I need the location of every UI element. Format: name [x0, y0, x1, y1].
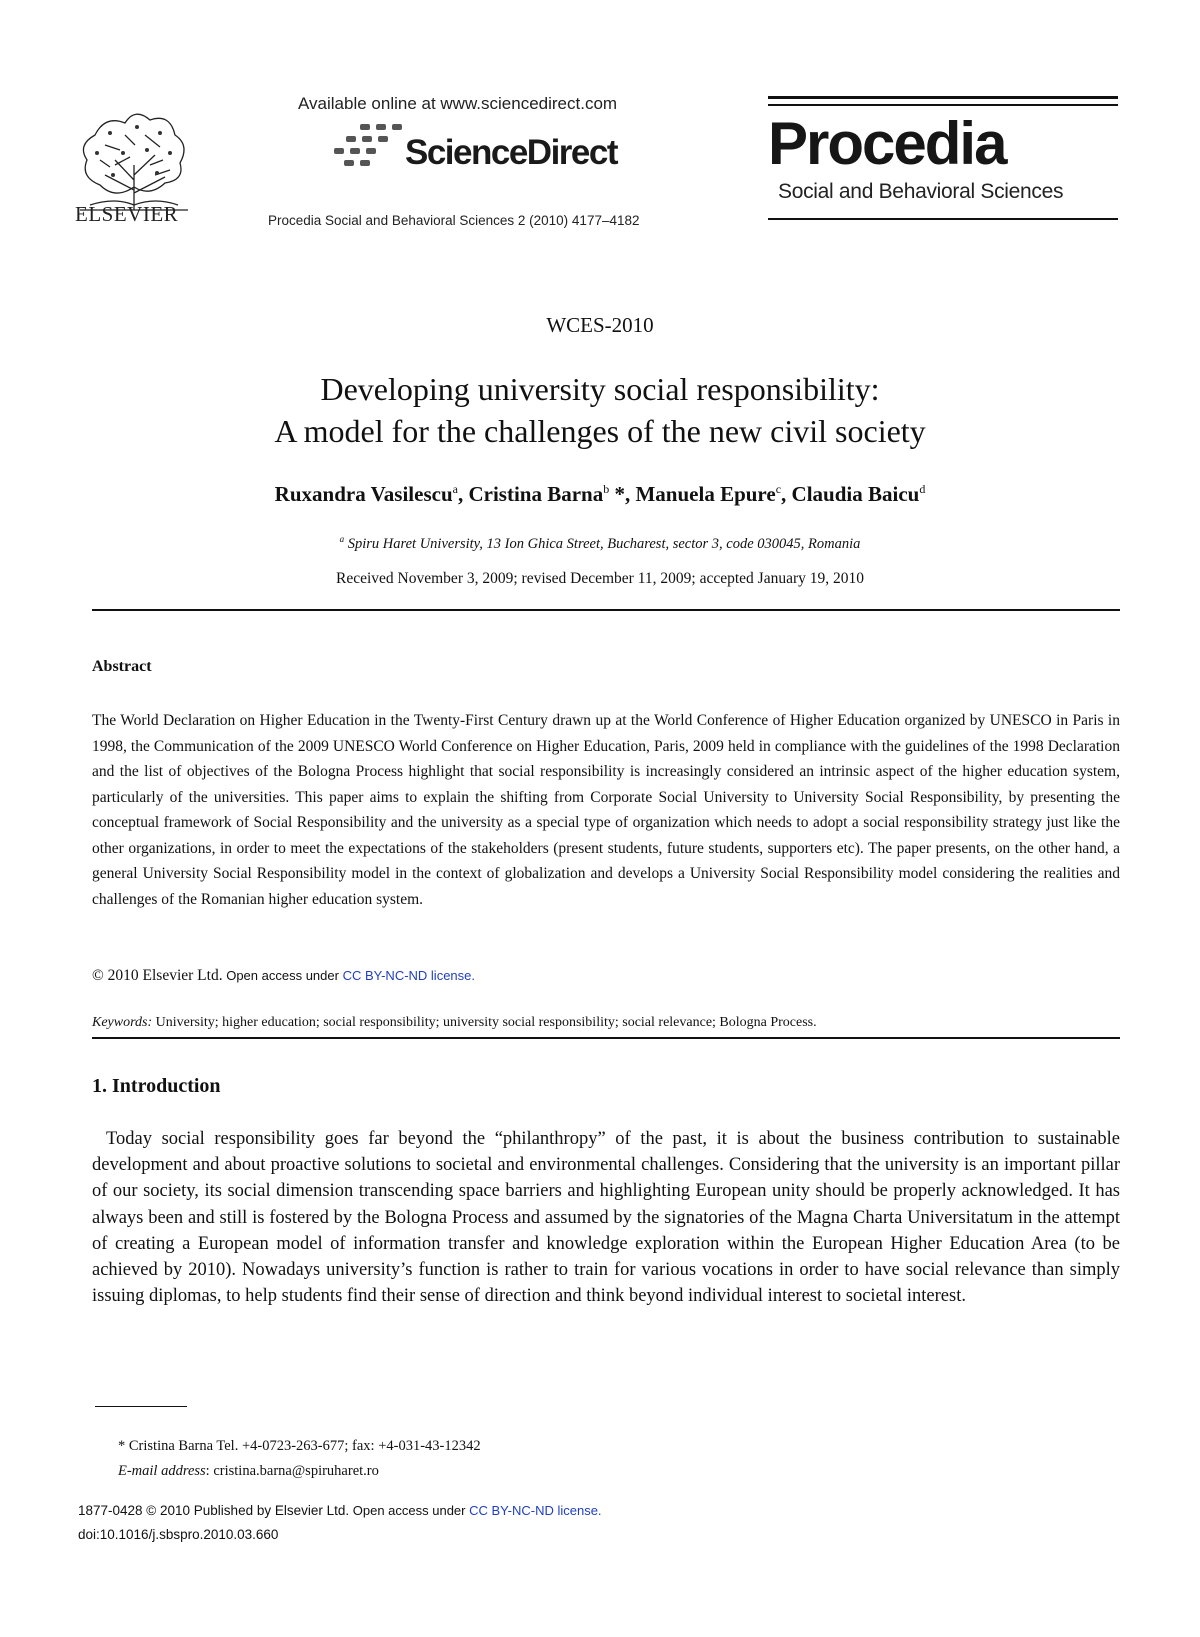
paper-title [0, 368, 1200, 452]
footer-issn [78, 1503, 602, 1518]
author-sep: , [781, 482, 792, 506]
author-sup: a [452, 482, 458, 496]
footnote-contact: * Cristina Barna Tel. +4-0723-263-677; fax: +4-031-43-12342 [118, 1438, 481, 1454]
abstract-heading: Abstract [92, 658, 152, 675]
conference-label: WCES-2010 [546, 313, 654, 337]
procedia-logo [768, 96, 1118, 230]
abstract-copyright [92, 967, 475, 985]
author-name: Ruxandra Vasilescu [274, 482, 453, 506]
author-name: Claudia Baicu [791, 482, 920, 506]
affiliation-text: Spiru Haret University, 13 Ion Ghica Street, Bucharest, sector 3, code 030045, Romania [344, 535, 861, 552]
footer-license-link[interactable]: CC BY-NC-ND license. [469, 1503, 602, 1518]
section-heading-introduction: 1. Introduction [92, 1075, 221, 1097]
affiliation-sup: a [339, 534, 345, 544]
journal-reference: Procedia Social and Behavioral Sciences 2 (2010) 4177–4182 [268, 213, 640, 228]
keywords [92, 1015, 1120, 1031]
open-access-text: Open access under [222, 968, 343, 983]
author-name: Manuela Epure [635, 482, 776, 506]
author-sup: b [603, 482, 610, 496]
procedia-title: Procedia [768, 110, 1006, 177]
keywords-label: Keywords: [92, 1015, 153, 1030]
keywords-text: University; higher education; social responsibility; university social responsibility; social relevance; Bologna Process. [152, 1015, 817, 1030]
procedia-bar-top-thin [768, 104, 1118, 106]
abstract-top-rule [92, 609, 1120, 611]
issn-text: 1877-0428 © 2010 Published by Elsevier Ltd. [78, 1503, 350, 1518]
author-sep: *, [609, 482, 636, 506]
author-sep: , [457, 482, 469, 506]
email-address: : cristina.barna@spiruharet.ro [205, 1463, 379, 1479]
introduction-text: Today social responsibility goes far beyond the “philanthropy” of the past, it is about the business contribution to sustainable development and about proactive solutions to societal and environmental challenges. Considering that the university is an important pillar of our society, its social dimension transcending space barriers and highlighting European unity should be properly acknowledged. It has always been and still is fostered by the Bologna Process and assumed by the signatories of the Magna Charta Universitatum in the attempt of creating a European model of information transfer and knowledge exploration within the European Higher Education Area (to be achieved by 2010). Nowadays university’s function is rather to train for various vocations in order to have social relevance than simply issuing diplomas, to help students find their sense of direction and think beyond individual interest to societal interest. [92, 1129, 1120, 1307]
author-name: Cristina Barna [468, 482, 604, 506]
sciencedirect-logo-text: ScienceDirect [405, 133, 618, 172]
procedia-subtitle: Social and Behavioral Sciences [778, 180, 1064, 203]
footnote-rule [95, 1406, 187, 1407]
procedia-bar-top [768, 96, 1118, 99]
abstract-bottom-rule [92, 1037, 1120, 1039]
license-link[interactable]: CC BY-NC-ND license. [342, 968, 475, 983]
available-online-text: Available online at www.sciencedirect.com [298, 94, 618, 113]
email-label: E-mail address [118, 1463, 206, 1479]
copyright-text: © 2010 Elsevier Ltd. [92, 967, 223, 984]
author-sup: c [775, 482, 782, 496]
author-sup: d [919, 482, 926, 496]
received-dates: Received November 3, 2009; revised December 11, 2009; accepted January 19, 2010 [336, 570, 864, 587]
abstract-text: The World Declaration on Higher Education in the Twenty-First Century drawn up at the World Conference of Higher Education organized by UNESCO in Paris in 1998, the Communication of the 2009 UNESCO World Conference on Higher Education, Paris, 2009 held in compliance with the guidelines of the 1998 Declaration and the list of objectives of the Bologna Process highlight that social responsibility is increasingly considered an intrinsic aspect of the higher education system, particularly of the universities. This paper aims to explain the shifting from Corporate Social University to University Social Responsibility, by presenting the conceptual framework of Social Responsibility and the university as a special type of organization which needs to adopt a social responsibility strategy just like the other organizations, in order to meet the expectations of the stakeholders (present students, future students, supporters etc). The paper presents, on the other hand, a general University Social Responsibility model in the context of globalization and develops a University Social Responsibility model considering the realities and challenges of the Romanian higher education system. [92, 712, 1120, 908]
title-line-2: A model for the challenges of the new civil society [274, 413, 926, 449]
publisher-logo-text: ELSEVIER [75, 202, 179, 226]
footnote-email [118, 1463, 379, 1480]
title-line-1: Developing university social responsibility: [320, 371, 880, 407]
affiliation [0, 534, 1200, 553]
author-list [0, 482, 1200, 507]
footer-open-access-text: Open access under [349, 1503, 470, 1518]
sciencedirect-dots-icon [330, 122, 410, 174]
procedia-bar-bottom [768, 218, 1118, 220]
footer-doi: doi:10.1016/j.sbspro.2010.03.660 [78, 1527, 279, 1542]
